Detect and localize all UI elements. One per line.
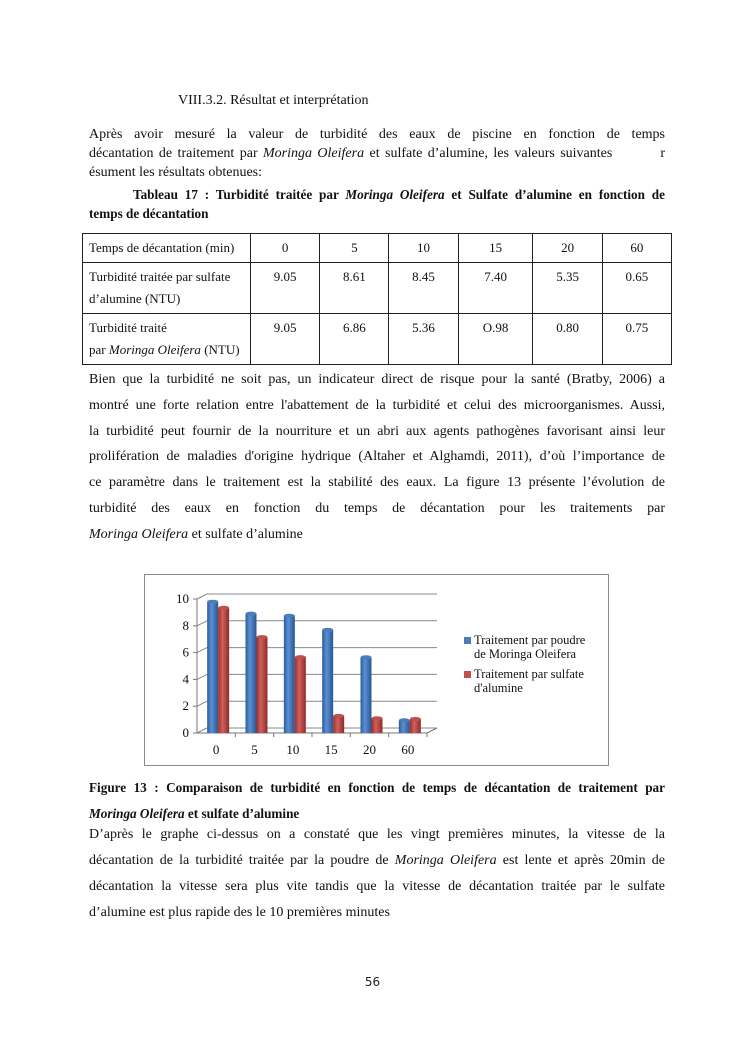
bar-top: [399, 718, 410, 722]
bar: [333, 714, 344, 733]
discussion-paragraph: [89, 367, 665, 548]
header-cell: 20: [533, 234, 602, 263]
figure-caption-line-1: Figure 13 : Comparaison de turbidité en fonction de temps de décantation de traitement par: [89, 780, 665, 795]
conclusion-line: [89, 848, 665, 874]
x-tick-label: 10: [286, 742, 300, 757]
gridline-depth: [197, 674, 207, 679]
species-name: Moringa Oleifera: [89, 806, 185, 821]
conclusion-paragraph: [89, 822, 665, 926]
table-cell: 5.36: [389, 314, 458, 365]
bar: [246, 612, 257, 733]
section-title: VIII.3.2. Résultat et interprétation: [178, 93, 369, 108]
bar: [372, 716, 383, 733]
x-tick-label: 60: [401, 742, 415, 757]
row-label-line: Turbidité traité: [89, 320, 167, 335]
x-axis-depth: [427, 728, 437, 733]
intro-text: et sulfate d’alumine, les valeurs suivantes: [364, 146, 613, 161]
header-cell: 5: [320, 234, 389, 263]
bar: [399, 718, 410, 733]
conclusion-text: est lente et après 20min de: [496, 853, 665, 868]
gridline-depth: [197, 728, 207, 733]
species-name: Moringa Oleifera: [345, 187, 445, 202]
table-caption-line-2: temps de décantation: [89, 206, 209, 221]
row-label: [83, 314, 251, 365]
discussion-line: [89, 522, 665, 548]
x-tick-label: 0: [212, 742, 220, 757]
discussion-line: ce paramètre dans le traitement est la stabilité des eaux. La figure 13 présente l’évolution de: [89, 475, 665, 491]
chart-y-ticks: [176, 591, 190, 740]
species-name: Moringa Oleifera: [394, 853, 497, 868]
chart-frame: [144, 574, 609, 766]
y-tick-label: 6: [182, 644, 189, 660]
chart-gridlines: [197, 594, 437, 733]
bar-body: [295, 657, 306, 733]
bar: [410, 717, 421, 733]
discussion-line: prolifération de maladies d'origine hydrique (Altaher et Alghamdi, 2011), d’où l’importance de: [89, 449, 665, 465]
discussion-line: turbidité des eaux en fonction du temps de décantation pour les traitements par: [89, 500, 665, 516]
table-cell: 5.35: [533, 263, 602, 314]
header-cell: 15: [458, 234, 533, 263]
y-tick-label: 8: [182, 617, 189, 633]
chart-axes: [193, 599, 437, 737]
y-tick-label: 0: [182, 725, 189, 740]
bar: [322, 628, 333, 733]
legend-label: Traitement par sulfate: [474, 667, 584, 681]
gridline-depth: [197, 701, 207, 706]
intro-paragraph: [89, 125, 665, 182]
table-row: [83, 314, 672, 365]
conclusion-line: décantation la vitesse sera plus vite tandis que la vitesse de décantation traitée par le sulfate: [89, 879, 665, 894]
table-cell: 7.40: [458, 263, 533, 314]
intro-line-1: Après avoir mesuré la valeur de turbidité des eaux de piscine en fonction de temps: [89, 127, 665, 142]
row-label-line: par: [89, 342, 109, 357]
caption-text: et sulfate d’alumine: [184, 806, 300, 821]
turbidity-table: [82, 233, 672, 365]
table-cell: 9.05: [251, 263, 320, 314]
bar: [361, 655, 372, 733]
page-number: 56: [364, 975, 381, 989]
figure-caption: [89, 775, 665, 827]
legend-swatch: [464, 637, 471, 644]
discussion-line: Bien que la turbidité ne soit pas, un indicateur direct de risque pour la santé (Bratby, 2006) a: [89, 372, 665, 387]
chart-bars: [207, 600, 421, 733]
table-cell: 8.45: [389, 263, 458, 314]
bar-top: [410, 717, 421, 721]
bar: [257, 635, 268, 733]
turbidity-bar-chart: [145, 575, 608, 765]
species-name: Moringa Oleifera: [108, 342, 201, 357]
y-tick-label: 10: [176, 591, 189, 606]
table-row: [83, 263, 672, 314]
x-tick-label: 20: [363, 742, 376, 757]
conclusion-line: d’alumine est plus rapide des le 10 premières minutes: [89, 905, 390, 920]
bar-top: [322, 628, 333, 632]
bar: [284, 614, 295, 733]
header-cell: 60: [602, 234, 671, 263]
y-tick-label: 2: [182, 698, 189, 714]
bar-top: [284, 614, 295, 618]
gridline-depth: [197, 648, 207, 653]
bar-body: [322, 630, 333, 733]
legend-label: de Moringa Oleifera: [474, 647, 577, 661]
row-label-line: Turbidité traitée par sulfate: [89, 269, 231, 284]
species-name: Moringa Oleifera: [89, 526, 189, 542]
discussion-line: montré une forte relation entre l'abattement de la turbidité et celui des microorganismes. Aussi,: [89, 397, 665, 413]
table-cell: 8.61: [320, 263, 389, 314]
bar-body: [257, 637, 268, 733]
chart-x-ticks: [213, 742, 414, 757]
row-label-line: (NTU): [200, 342, 240, 357]
y-tick-label: 4: [182, 671, 189, 687]
intro-text: décantation de traitement par: [89, 146, 264, 161]
bar-body: [207, 602, 218, 733]
bar-top: [372, 716, 383, 720]
conclusion-text: décantation de la turbidité traitée par la poudre de: [89, 853, 395, 868]
x-tick-label: 15: [324, 742, 338, 757]
discussion-line: la turbidité peut fournir de la nourriture et un abri aux agents pathogènes favorisant ainsi leur: [89, 423, 665, 439]
bar-body: [333, 716, 344, 733]
header-label: Temps de décantation (min): [83, 234, 251, 263]
intro-line-3: ésument les résultats obtenues:: [89, 165, 263, 180]
bar-top: [333, 714, 344, 718]
bar-top: [246, 612, 257, 616]
bar-body: [361, 657, 372, 733]
bar-top: [218, 606, 229, 610]
intro-line-2: [89, 144, 665, 163]
bar-body: [246, 614, 257, 733]
bar: [218, 606, 229, 733]
bar-body: [372, 718, 383, 733]
table-cell: 6.86: [320, 314, 389, 365]
legend-label: d'alumine: [474, 681, 523, 695]
gridline-depth: [197, 594, 207, 599]
bar-top: [361, 655, 372, 659]
species-name: Moringa Oleifera: [263, 146, 365, 161]
table-cell: 0.65: [602, 263, 671, 314]
caption-text: Tableau 17 : Turbidité traitée par: [133, 187, 346, 202]
bar-body: [284, 616, 295, 733]
legend-swatch: [464, 671, 471, 678]
table-header-row: [83, 234, 672, 263]
conclusion-line: D’après le graphe ci-dessus on a constaté que les vingt premières minutes, la vitesse de la: [89, 827, 665, 842]
bar-top: [207, 600, 218, 604]
bar-body: [410, 719, 421, 733]
legend-label: Traitement par poudre: [474, 633, 586, 647]
bar: [295, 655, 306, 733]
gridline-depth: [197, 621, 207, 626]
bar-top: [295, 655, 306, 659]
bar: [207, 600, 218, 733]
discussion-text: et sulfate d’alumine: [188, 526, 303, 542]
table-cell: 0.80: [533, 314, 602, 365]
bar-body: [218, 608, 229, 733]
table-cell: 0.75: [602, 314, 671, 365]
table-cell: 9.05: [251, 314, 320, 365]
table-caption-line-1: [89, 185, 665, 204]
table-cell: O.98: [458, 314, 533, 365]
header-cell: 0: [251, 234, 320, 263]
row-label-line: d’alumine (NTU): [89, 291, 181, 306]
row-label: [83, 263, 251, 314]
table-caption: [89, 185, 665, 223]
caption-text: et Sulfate d’alumine en fonction de: [444, 187, 665, 202]
bar-top: [257, 635, 268, 639]
intro-text: r: [660, 146, 665, 161]
header-cell: 10: [389, 234, 458, 263]
chart-legend: [464, 633, 586, 695]
x-tick-label: 5: [251, 742, 258, 757]
